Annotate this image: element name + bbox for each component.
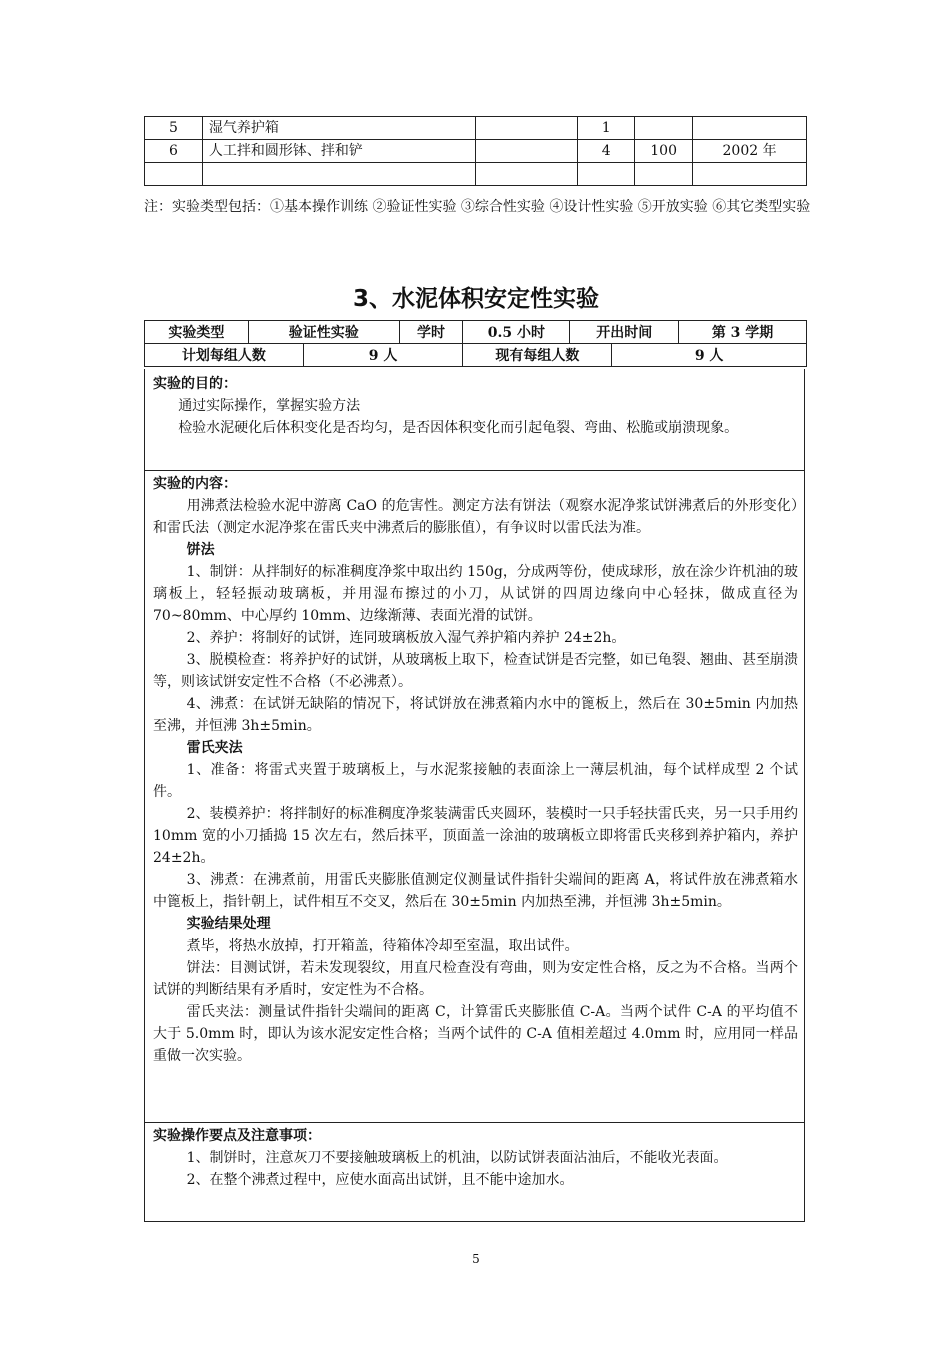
pie-heading: 饼法 <box>186 542 215 558</box>
table-row <box>145 117 807 140</box>
purpose-heading: 实验的目的： <box>153 376 237 392</box>
notes-line: 1、制饼时，注意灰刀不要接触玻璃板上的机油，以防试饼表面沾油后，不能收光表面。 <box>186 1150 728 1166</box>
equip-no: 5 <box>145 117 203 140</box>
time-value: 第 3 学期 <box>679 321 807 344</box>
plan-label: 计划每组人数 <box>145 344 304 367</box>
content-section <box>144 471 805 1123</box>
equip-price <box>635 117 693 140</box>
pie-step: 3、脱模检查：将养护好的试饼，从玻璃板上取下，检查试饼是否完整，如已龟裂、翘曲、甚至崩溃等，则该试饼安定性不合格（不必沸煮）。 <box>153 652 798 690</box>
lei-step: 1、准备：将雷式夹置于玻璃板上，与水泥浆接触的表面涂上一薄层机油，每个试样成型 2 个试件。 <box>153 762 798 800</box>
time-label: 开出时间 <box>570 321 679 344</box>
result-line: 雷氏夹法：测量试件指针尖端间的距离 C，计算雷氏夹膨胀值 C-A。当两个试件 C-A 的平均值不大于 5.0mm 时，即认为该水泥安定性合格；当两个试件的 C-A 值相差超过 4.0mm 时，应用同一样品重做一次实验。 <box>153 1004 798 1064</box>
type-label: 实验类型 <box>145 321 249 344</box>
type-note: 注：实验类型包括：①基本操作训练 ②验证性实验 ③综合性实验 ④设计性实验 ⑤开放实验 ⑥其它类型实验 <box>144 199 811 215</box>
pie-step: 2、养护：将制好的试饼，连同玻璃板放入湿气养护箱内养护 24±2h。 <box>186 630 626 646</box>
type-value: 验证性实验 <box>248 321 399 344</box>
lei-step: 2、装模养护：将拌制好的标准稠度净浆装满雷氏夹圆环，装模时一只手轻扶雷氏夹，另一只手用约 10mm 宽的小刀插捣 15 次左右，然后抹平，顶面盖一涂油的玻璃板立即将雷氏夹移到养护箱内，养护 24±2h。 <box>153 806 798 866</box>
equip-name: 湿气养护箱 <box>202 117 476 140</box>
experiment-header-table <box>144 320 807 367</box>
equip-qty: 1 <box>578 117 635 140</box>
purpose-section <box>144 369 805 471</box>
table-row <box>145 140 807 163</box>
equip-name <box>202 163 476 186</box>
plan-value: 9 人 <box>303 344 463 367</box>
page-number: 5 <box>472 1252 480 1266</box>
equip-spec <box>476 117 578 140</box>
equip-qty <box>578 163 635 186</box>
lei-step: 3、沸煮：在沸煮前，用雷氏夹膨胀值测定仪测量试件指针尖端间的距离 A，将试件放在沸煮箱水中篦板上，指针朝上，试件相互不交叉，然后在 30±5min 内加热至沸，并恒沸 3h±5min。 <box>153 872 798 910</box>
pie-step: 1、制饼：从拌制好的标准稠度净浆中取出约 150g，分成两等份，使成球形，放在涂少许机油的玻璃板上，轻轻振动玻璃板，并用湿布擦过的小刀，从试饼的四周边缘向中心轻抹，做成直径为 70~80mm、中心厚约 10mm、边缘渐薄、表面光滑的试饼。 <box>153 564 798 624</box>
hours-label: 学时 <box>399 321 463 344</box>
result-line: 饼法：目测试饼，若未发现裂纹，用直尺检查没有弯曲，则为安定性合格，反之为不合格。当两个试饼的判断结果有矛盾时，安定性为不合格。 <box>153 960 798 998</box>
equip-name: 人工拌和圆形钵、拌和铲 <box>202 140 476 163</box>
table-row <box>145 321 807 344</box>
equip-price: 100 <box>635 140 693 163</box>
result-heading: 实验结果处理 <box>186 916 271 932</box>
equip-qty: 4 <box>578 140 635 163</box>
current-value: 9 人 <box>612 344 807 367</box>
current-label: 现有每组人数 <box>463 344 612 367</box>
table-row <box>145 344 807 367</box>
lei-heading: 雷氏夹法 <box>186 740 243 756</box>
equip-spec <box>476 140 578 163</box>
equip-spec <box>476 163 578 186</box>
purpose-line: 通过实际操作，掌握实验方法 <box>178 398 361 414</box>
content-intro: 用沸煮法检验水泥中游离 CaO 的危害性。测定方法有饼法（观察水泥净浆试饼沸煮后的外形变化）和雷氏法（测定水泥净浆在雷氏夹中沸煮后的膨胀值），有争议时以雷氏法为准。 <box>153 498 798 536</box>
result-line: 煮毕，将热水放掉，打开箱盖，待箱体冷却至室温，取出试件。 <box>186 938 579 954</box>
pie-step: 4、沸煮：在试饼无缺陷的情况下，将试饼放在沸煮箱内水中的篦板上，然后在 30±5min 内加热至沸，并恒沸 3h±5min。 <box>153 696 798 734</box>
hours-value: 0.5 小时 <box>463 321 570 344</box>
equip-year <box>693 117 807 140</box>
page-title: 3、水泥体积安定性实验 <box>352 286 599 312</box>
content-heading: 实验的内容： <box>153 476 237 492</box>
equipment-table <box>144 116 807 186</box>
table-row <box>145 163 807 186</box>
equip-no: 6 <box>145 140 203 163</box>
equip-price <box>635 163 693 186</box>
purpose-line: 检验水泥硬化后体积变化是否均匀，是否因体积变化而引起龟裂、弯曲、松脆或崩溃现象。 <box>178 420 739 436</box>
equip-year: 2002 年 <box>693 140 807 163</box>
notes-section <box>144 1123 805 1222</box>
equip-year <box>693 163 807 186</box>
equip-no <box>145 163 203 186</box>
notes-line: 2、在整个沸煮过程中，应使水面高出试饼，且不能中途加水。 <box>186 1172 574 1188</box>
notes-heading: 实验操作要点及注意事项： <box>153 1128 321 1144</box>
